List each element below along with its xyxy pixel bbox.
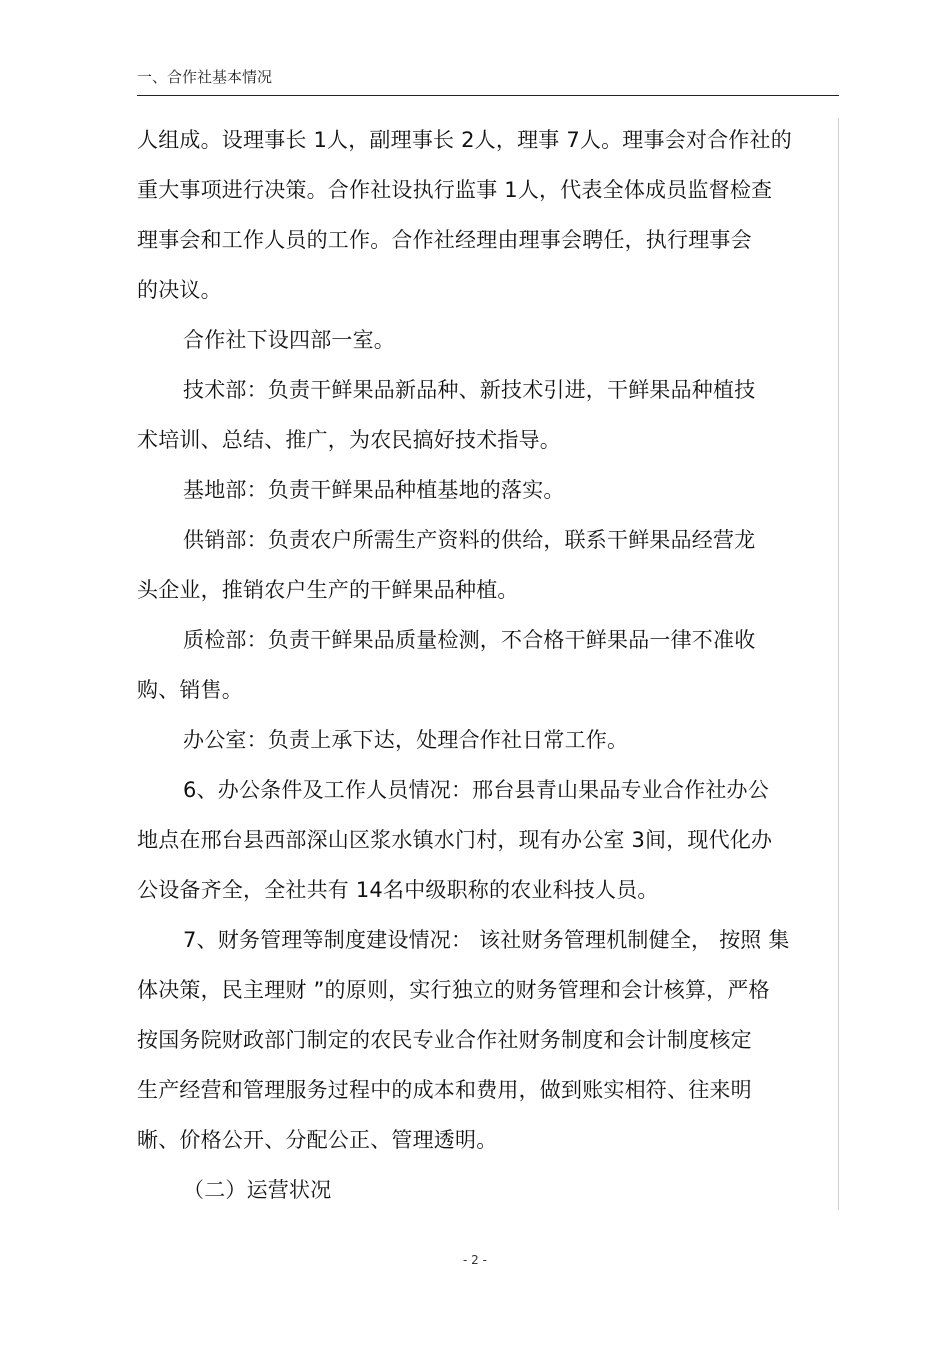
text-line: 按国务院财政部门制定的农民专业合作社财务制度和会计制度核定 — [137, 1028, 752, 1052]
text-line: 的决议。 — [137, 278, 222, 302]
text-line: 理事会和工作人员的工作。合作社经理由理事会聘任，执行理事会 — [137, 228, 752, 252]
text-line: 晰、价格公开、分配公正、管理透明。 — [137, 1128, 498, 1152]
text-line: 办公室：负责上承下达，处理合作社日常工作。 — [183, 728, 629, 752]
text-line: 质检部：负责干鲜果品质量检测，不合格干鲜果品一律不准收 — [183, 628, 756, 652]
text-line: 头企业，推销农户生产的干鲜果品种植。 — [137, 578, 519, 602]
text-line: 7、财务管理等制度建设情况： 该社财务管理机制健全， 按照 集 — [183, 928, 790, 952]
text-line: 技术部：负责干鲜果品新品种、新技术引进，干鲜果品种植技 — [183, 378, 756, 402]
text-line: 地点在邢台县西部深山区浆水镇水门村，现有办公室 3间，现代化办 — [137, 828, 773, 852]
page-number: - 2 - — [463, 1253, 487, 1267]
text-line: 合作社下设四部一室。 — [183, 328, 395, 352]
text-line: 供销部：负责农户所需生产资料的供给，联系干鲜果品经营龙 — [183, 528, 756, 552]
text-line: （二）运营状况 — [183, 1178, 332, 1202]
text-line: 术培训、总结、推广，为农民搞好技术指导。 — [137, 428, 561, 452]
text-line: 生产经营和管理服务过程中的成本和费用，做到账实相符、往来明 — [137, 1078, 752, 1102]
text-line: 人组成。设理事长 1人，副理事长 2人，理事 7人。理事会对合作社的 — [137, 128, 792, 152]
text-line: 公设备齐全，全社共有 14名中级职称的农业科技人员。 — [137, 878, 659, 902]
header-divider — [137, 95, 839, 96]
text-line: 重大事项进行决策。合作社设执行监事 1人，代表全体成员监督检查 — [137, 178, 773, 202]
body-text — [137, 123, 837, 1223]
text-line: 体决策，民主理财 ”的原则，实行独立的财务管理和会计核算，严格 — [137, 978, 770, 1002]
running-header: 一、合作社基本情况 — [137, 68, 273, 86]
right-margin-line — [838, 118, 839, 1210]
text-line: 基地部：负责干鲜果品种植基地的落实。 — [183, 478, 565, 502]
text-line: 6、办公条件及工作人员情况：邢台县青山果品专业合作社办公 — [183, 778, 769, 802]
text-line: 购、销售。 — [137, 678, 243, 702]
